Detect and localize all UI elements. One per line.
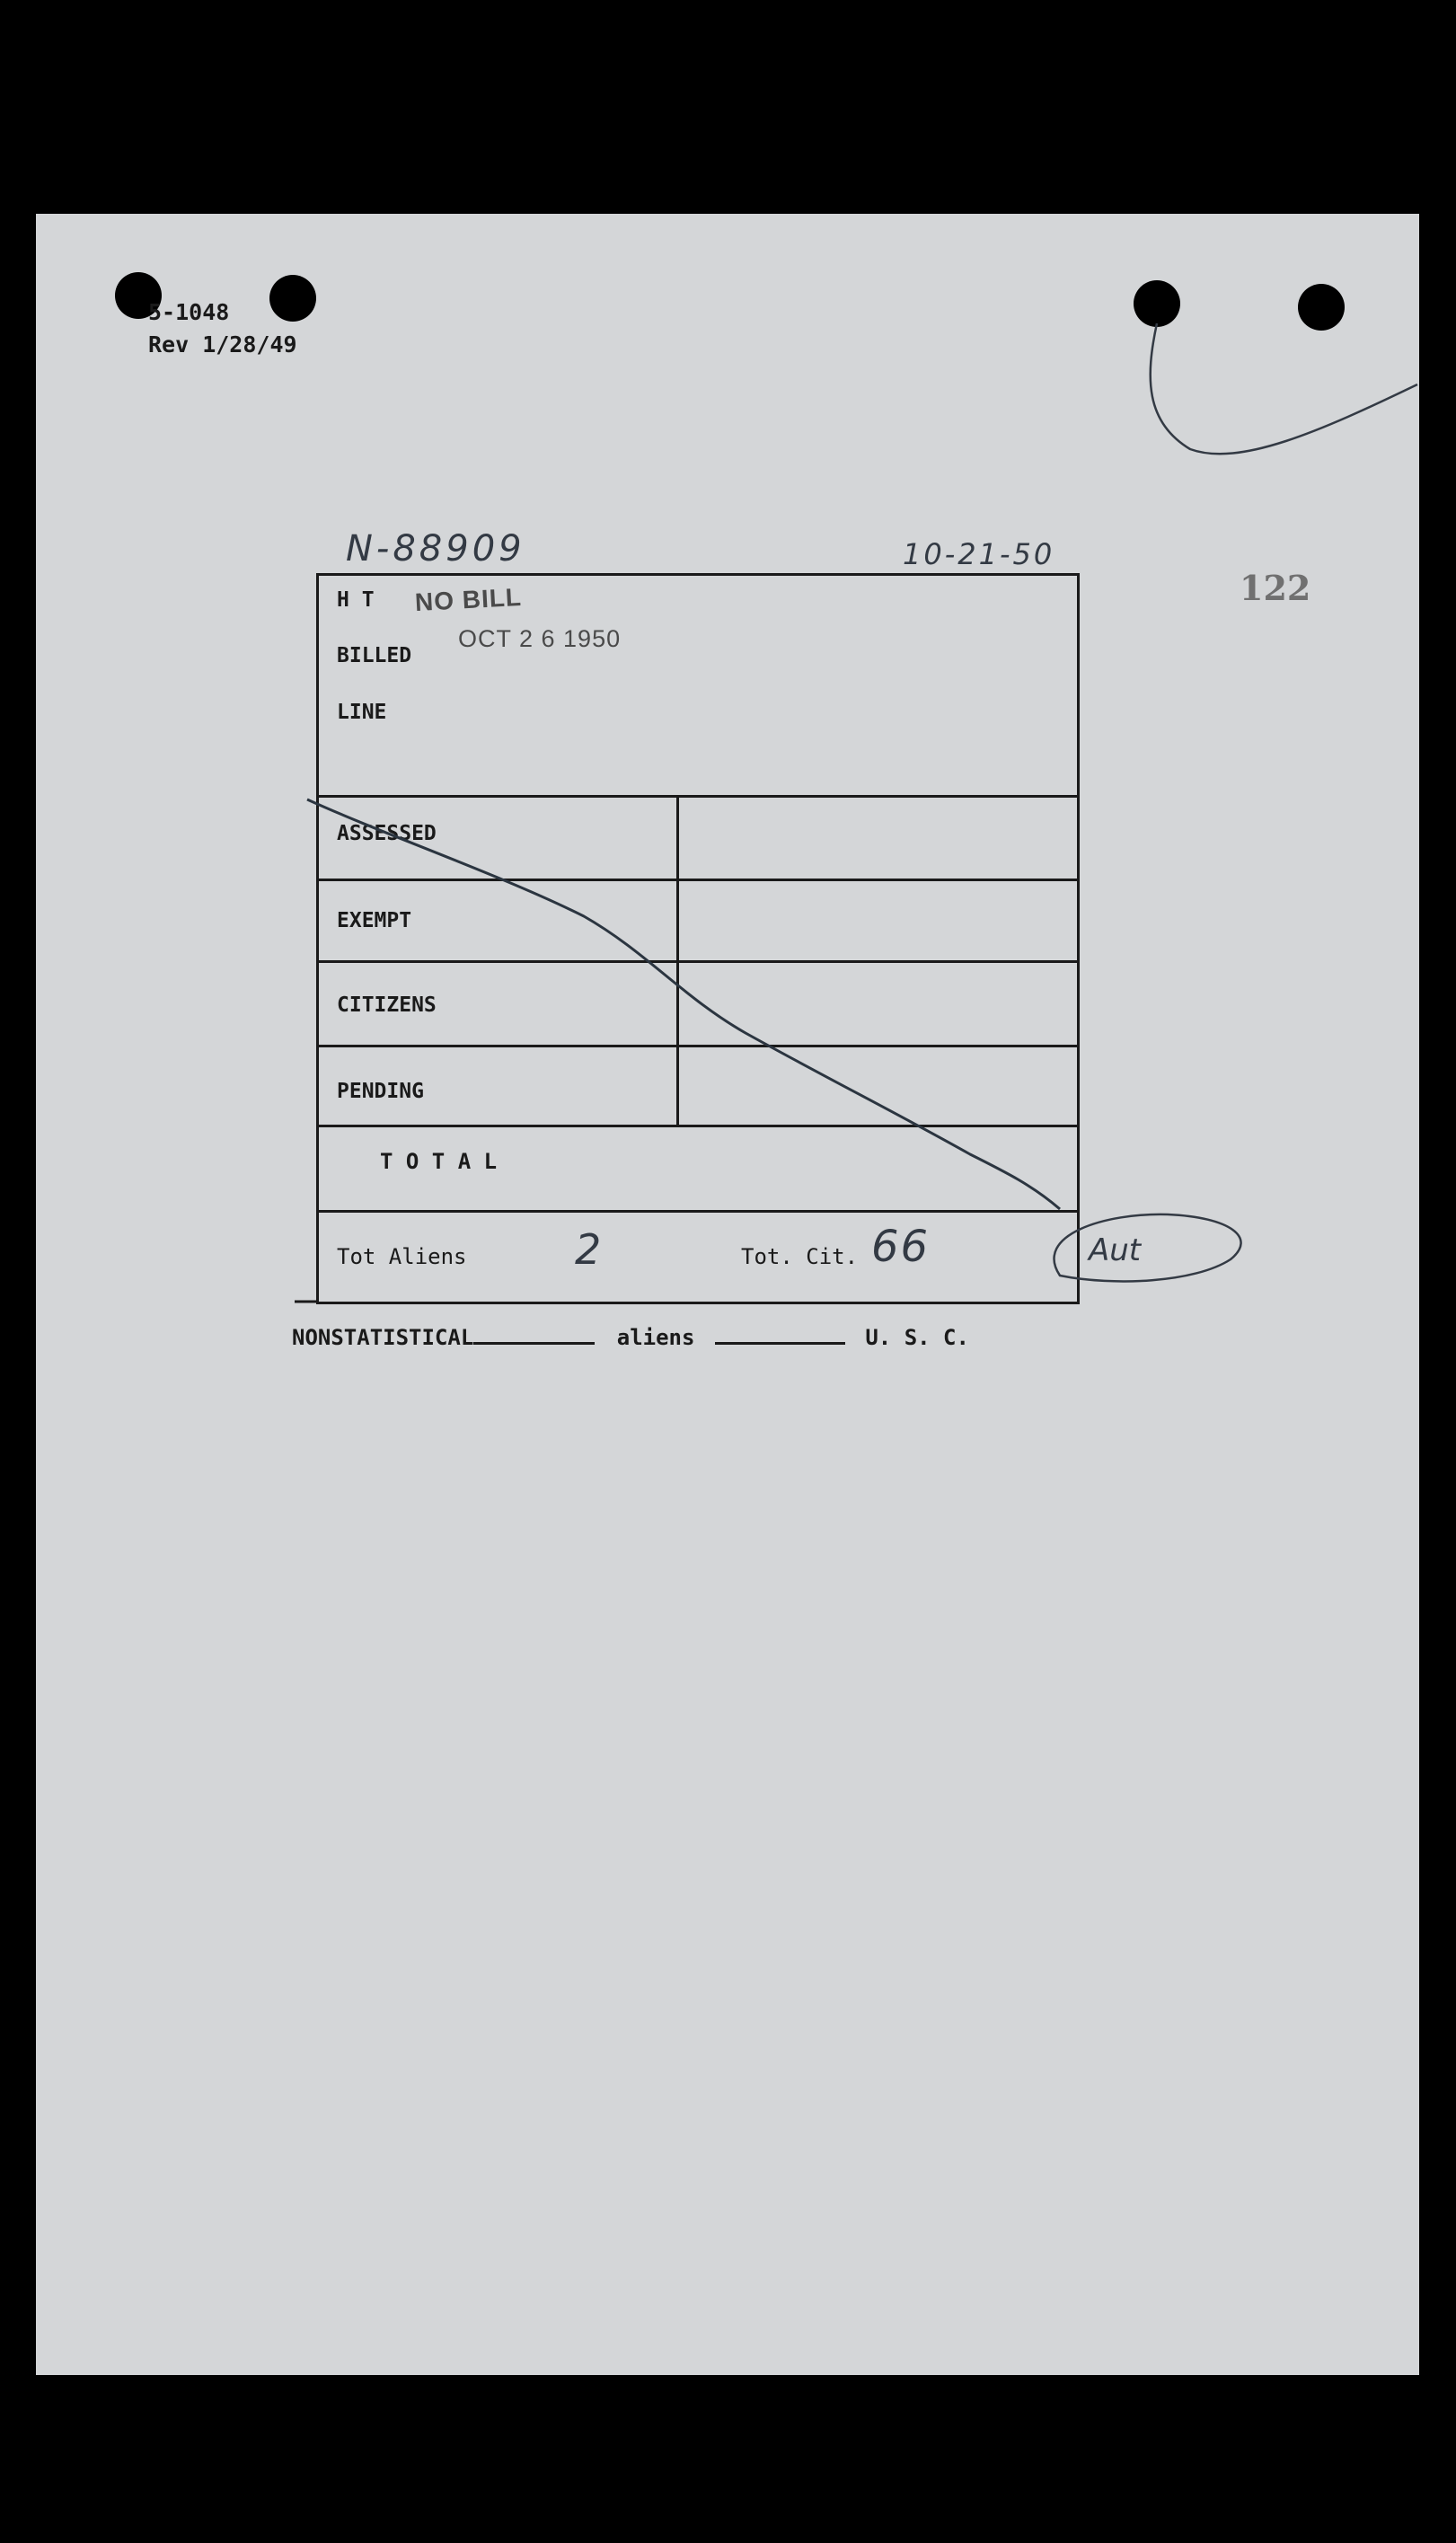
tot-aliens-label: Tot Aliens bbox=[337, 1244, 467, 1269]
row-label-citizens: CITIZENS bbox=[337, 993, 437, 1017]
cancel-stroke bbox=[307, 799, 1060, 1209]
page-number: 122 bbox=[1240, 568, 1311, 608]
handwritten-initials: Aut bbox=[1089, 1232, 1142, 1268]
handwritten-tot-cit: 66 bbox=[871, 1222, 931, 1272]
top-right-curve-stroke bbox=[1151, 323, 1417, 454]
tot-cit-label: Tot. Cit. bbox=[741, 1244, 859, 1269]
row-label-assessed: ASSESSED bbox=[337, 822, 437, 845]
nonstatistical-label: NONSTATISTICAL bbox=[292, 1325, 474, 1350]
row-label-pending: PENDING bbox=[337, 1080, 424, 1103]
footer-line bbox=[292, 1324, 969, 1350]
aliens-label: aliens bbox=[616, 1325, 695, 1350]
billed-label: BILLED bbox=[337, 644, 412, 667]
usc-label: U. S. C. bbox=[865, 1325, 969, 1350]
handwritten-file-number: N-88909 bbox=[346, 528, 525, 570]
initials-loop-stroke bbox=[1054, 1214, 1241, 1282]
ht-label: H T bbox=[337, 588, 375, 612]
row-label-exempt: EXEMPT bbox=[337, 909, 412, 932]
aliens-blank bbox=[715, 1324, 845, 1345]
handwritten-tot-aliens: 2 bbox=[575, 1225, 602, 1274]
form-number: 5-1048 bbox=[148, 299, 230, 325]
stamp-date: OCT 2 6 1950 bbox=[458, 625, 622, 652]
handwritten-date: 10-21-50 bbox=[903, 537, 1055, 571]
total-label: T O T A L bbox=[380, 1149, 498, 1174]
stamp-no-bill: NO BILL bbox=[414, 582, 523, 617]
line-label: LINE bbox=[337, 701, 387, 724]
nonstatistical-blank bbox=[473, 1324, 595, 1345]
form-revision: Rev 1/28/49 bbox=[148, 331, 297, 358]
